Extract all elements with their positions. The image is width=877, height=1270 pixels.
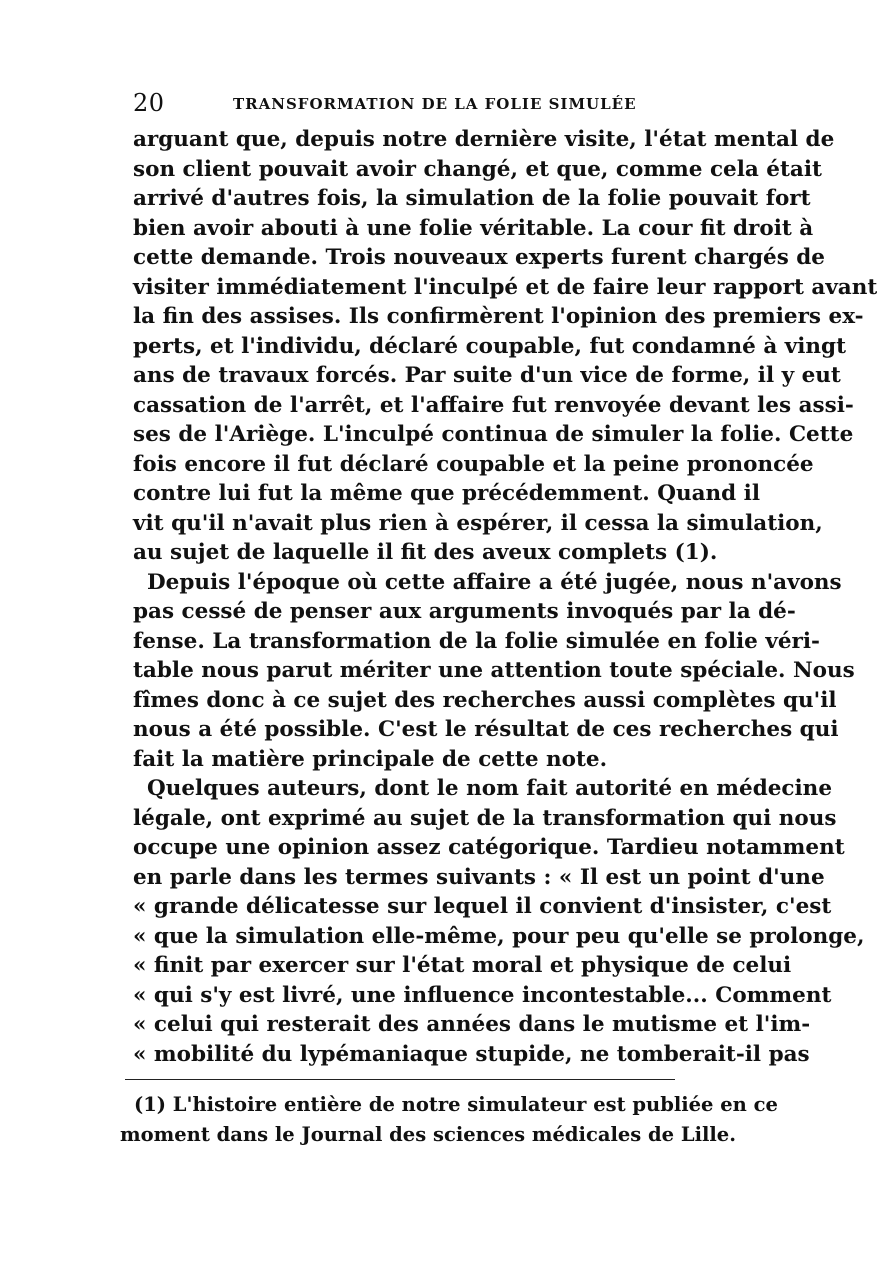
text-line: arguant que, depuis notre dernière visite, l'état mental de — [133, 127, 835, 152]
footnote — [120, 1092, 778, 1151]
text-line: ans de travaux forcés. Par suite d'un vice de forme, il y eut — [133, 363, 841, 388]
body-text — [133, 125, 877, 1069]
text-line: occupe une opinion assez catégorique. Tardieu notamment — [133, 835, 845, 860]
text-line: visiter immédiatement l'inculpé et de faire leur rapport avant — [133, 274, 877, 300]
text-line: la fin des assises. Ils confirmèrent l'opinion des premiers ex- — [133, 304, 864, 329]
footnote-line: (1) L'histoire entière de notre simulateur est publiée en ce — [134, 1093, 778, 1116]
text-line: « mobilité du lypémaniaque stupide, ne tomberait-il pas — [133, 1041, 810, 1067]
text-line: Quelques auteurs, dont le nom fait autorité en médecine — [147, 776, 832, 801]
text-line: bien avoir abouti à une folie véritable. La cour fit droit à — [133, 215, 814, 241]
text-line: « grande délicatesse sur lequel il convient d'insister, c'est — [133, 894, 832, 919]
text-line: contre lui fut la même que précédemment. Quand il — [133, 481, 760, 506]
text-line: table nous parut mériter une attention toute spéciale. Nous — [133, 658, 855, 683]
text-line: arrivé d'autres fois, la simulation de la folie pouvait fort — [133, 186, 811, 211]
text-line: légale, ont exprimé au sujet de la transformation qui nous — [133, 805, 837, 831]
text-line: pas cessé de penser aux arguments invoqués par la dé- — [133, 599, 796, 624]
footnote-line: moment dans le Journal des sciences médicales de Lille. — [120, 1122, 736, 1146]
running-title: TRANSFORMATION DE LA FOLIE SIMULÉE — [233, 95, 637, 113]
text-line: son client pouvait avoir changé, et que, comme cela était — [133, 156, 822, 182]
text-line: « finit par exercer sur l'état moral et physique de celui — [133, 953, 792, 978]
text-line: fense. La transformation de la folie simulée en folie véri- — [133, 628, 820, 654]
text-line: fait la matière principale de cette note. — [133, 746, 608, 772]
text-line: fois encore il fut déclaré coupable et la peine prononcée — [133, 451, 814, 477]
text-line: au sujet de laquelle il fit des aveux complets (1). — [133, 540, 718, 565]
text-line: Depuis l'époque où cette affaire a été jugée, nous n'avons — [147, 569, 842, 595]
page-number: 20 — [133, 89, 165, 117]
text-line: fîmes donc à ce sujet des recherches aussi complètes qu'il — [133, 687, 837, 713]
footnote-rule — [125, 1079, 675, 1080]
text-line: en parle dans les termes suivants : « Il est un point d'une — [133, 864, 825, 890]
text-line: vit qu'il n'avait plus rien à espérer, il cessa la simulation, — [133, 510, 823, 536]
text-line: ses de l'Ariège. L'inculpé continua de simuler la folie. Cette — [133, 422, 854, 447]
text-line: nous a été possible. C'est le résultat de ces recherches qui — [133, 717, 839, 742]
text-line: cassation de l'arrêt, et l'affaire fut renvoyée devant les assi- — [133, 392, 854, 418]
text-line: cette demande. Trois nouveaux experts furent chargés de — [133, 245, 825, 270]
text-line: « celui qui resterait des années dans le mutisme et l'im- — [133, 1012, 811, 1037]
text-line: perts, et l'individu, déclaré coupable, fut condamné à vingt — [133, 333, 846, 359]
text-line: « que la simulation elle-même, pour peu qu'elle se prolonge, — [133, 923, 865, 949]
text-line: « qui s'y est livré, une influence incontestable... Comment — [133, 982, 832, 1008]
